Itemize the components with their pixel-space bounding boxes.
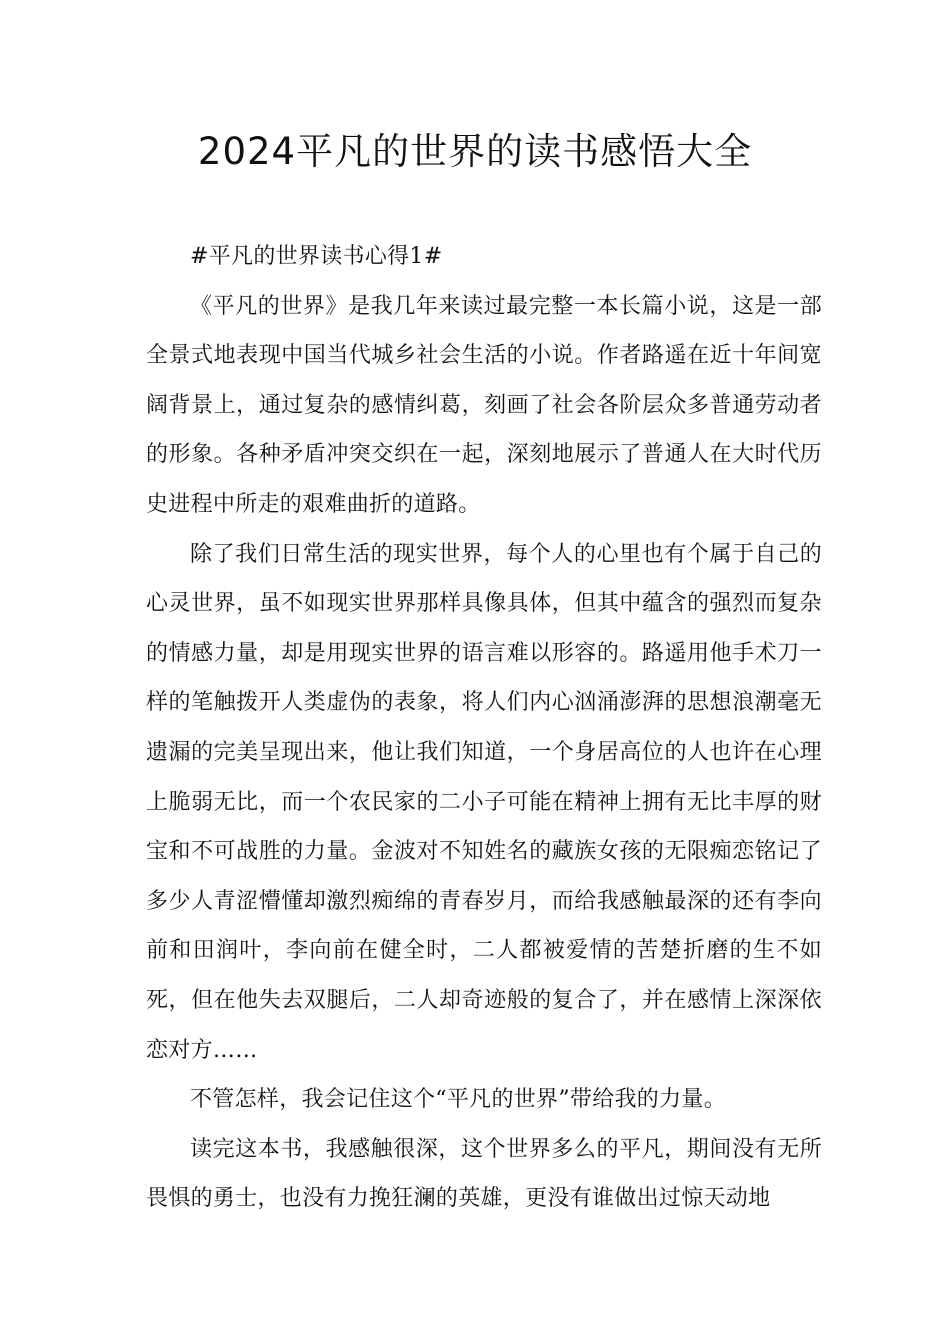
section-heading: #平凡的世界读书心得1# (190, 244, 443, 269)
paragraph: 除了我们日常生活的现实世界，每个人的心里也有个属于自己的心灵世界，虽不如现实世界那样具像具体，但其中蕴含的强烈而复杂的情感力量，却是用现实世界的语言难以形容的。路遥用他手术刀一样的笔触拨开人类虚伪的表象，将人们内心汹涌澎湃的思想浪潮毫无遗漏的完美呈现出来，他让我们知道，一个身居高位的人也许在心理上脆弱无比，而一个农民家的二小子可能在精神上拥有无比丰厚的财宝和不可战胜的力量。金波对不知姓名的藏族女孩的无限痴恋铭记了多少人青涩懵懂却激烈痴绵的青春岁月，而给我感触最深的还有李向前和田润叶，李向前在健全时，二人都被爱情的苦楚折磨的生不如死，但在他失去双腿后，二人却奇迹般的复合了，并在感情上深深依恋对方…… (146, 541, 822, 1063)
document-title: 2024平凡的世界的读书感悟大全 (197, 130, 753, 173)
paragraph: 《平凡的世界》是我几年来读过最完整一本长篇小说，这是一部全景式地表现中国当代城乡社会生活的小说。作者路遥在近十年间宽阔背景上，通过复杂的感情纠葛，刻画了社会各阶层众多普通劳动者的形象。各种矛盾冲突交织在一起，深刻地展示了普通人在大时代历史进程中所走的艰难曲折的道路。 (146, 293, 822, 517)
paragraph: 不管怎样，我会记住这个“平凡的世界”带给我的力量。 (190, 1087, 726, 1113)
paragraph: 读完这本书，我感触很深，这个世界多么的平凡，期间没有无所畏惧的勇士，也没有力挽狂澜的英雄，更没有谁做出过惊天动地 (146, 1136, 822, 1212)
document-body (146, 232, 822, 1224)
